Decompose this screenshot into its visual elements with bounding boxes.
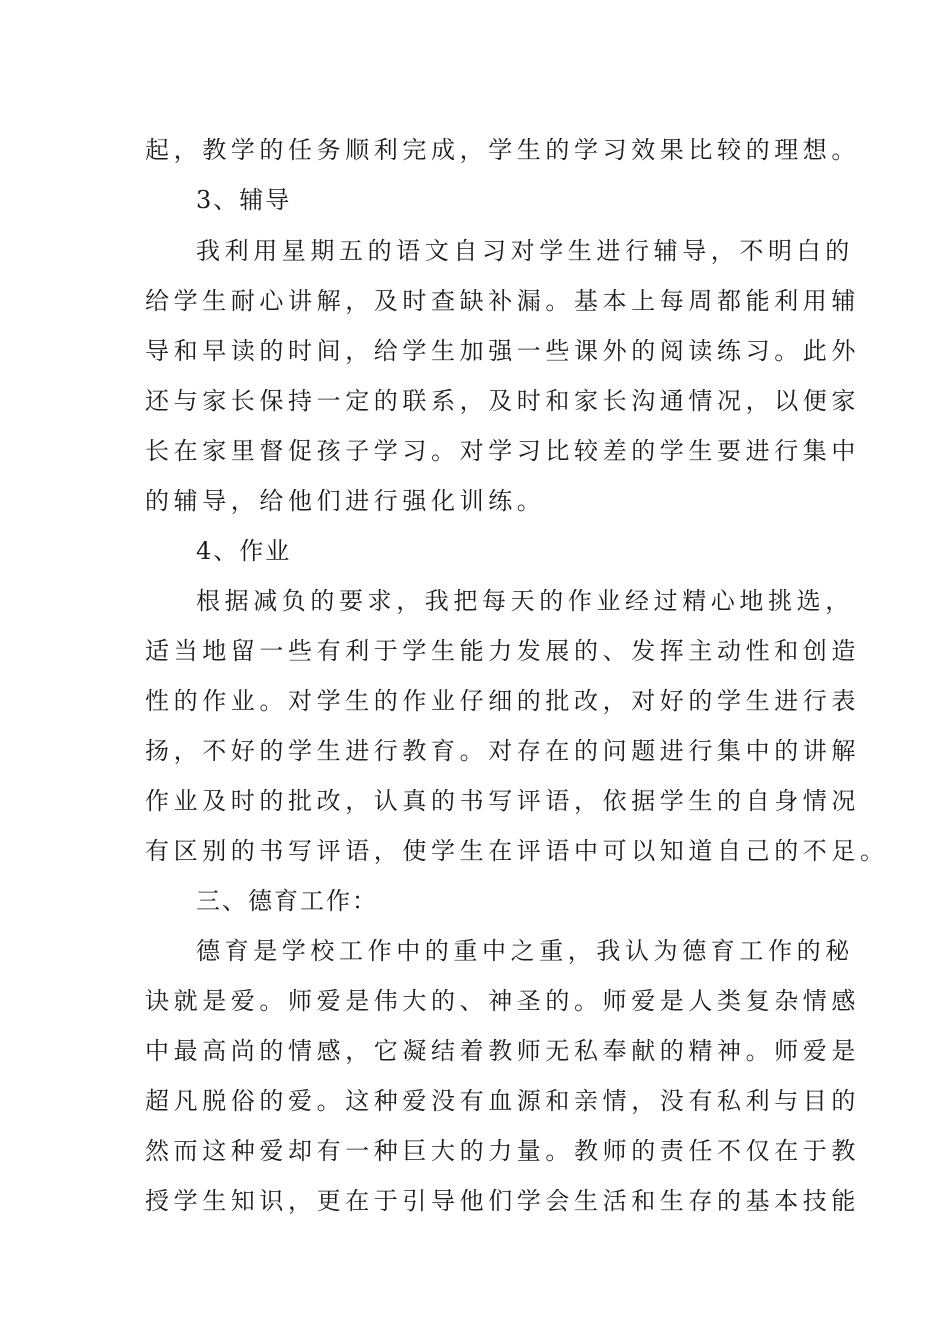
section-heading-homework: 4、作业: [196, 537, 292, 565]
body-text-line: 的辅导，给他们进行强化训练。: [145, 487, 546, 515]
section-heading-moral-education: 三、德育工作：: [196, 887, 378, 915]
body-text-line: 中最高尚的情感，它凝结着教师无私奉献的精神。师爱是: [145, 1037, 860, 1065]
paragraph-first-line: 我利用星期五的语文自习对学生进行辅导，不明白的: [196, 237, 854, 265]
body-text-line: 还与家长保持一定的联系，及时和家长沟通情况，以便家: [145, 387, 860, 415]
body-text-line: 有区别的书写评语，使学生在评语中可以知道自己的不足。: [145, 837, 889, 865]
body-text-line: 诀就是爱。师爱是伟大的、神圣的。师爱是人类复杂情感: [145, 987, 860, 1015]
body-text-line: 超凡脱俗的爱。这种爱没有血源和亲情，没有私利与目的: [145, 1087, 860, 1115]
section-heading-tutoring: 3、辅导: [196, 186, 292, 214]
body-text-line: 授学生知识，更在于引导他们学会生活和生存的基本技能: [145, 1187, 860, 1215]
body-text-line: 扬，不好的学生进行教育。对存在的问题进行集中的讲解: [145, 737, 860, 765]
body-text-line: 起，教学的任务顺利完成，学生的学习效果比较的理想。: [145, 136, 860, 164]
paragraph-first-line: 德育是学校工作中的重中之重，我认为德育工作的秘: [196, 937, 854, 965]
paragraph-first-line: 根据减负的要求，我把每天的作业经过精心地挑选，: [196, 587, 854, 615]
body-text-line: 导和早读的时间，给学生加强一些课外的阅读练习。此外: [145, 337, 860, 365]
body-text-line: 给学生耐心讲解，及时查缺补漏。基本上每周都能利用辅: [145, 287, 860, 315]
body-text-line: 性的作业。对学生的作业仔细的批改，对好的学生进行表: [145, 687, 860, 715]
body-text-line: 作业及时的批改，认真的书写评语，依据学生的自身情况: [145, 787, 860, 815]
body-text-line: 然而这种爱却有一种巨大的力量。教师的责任不仅在于教: [145, 1137, 860, 1165]
body-text-line: 长在家里督促孩子学习。对学习比较差的学生要进行集中: [145, 437, 860, 465]
body-text-line: 适当地留一些有利于学生能力发展的、发挥主动性和创造: [145, 637, 860, 665]
